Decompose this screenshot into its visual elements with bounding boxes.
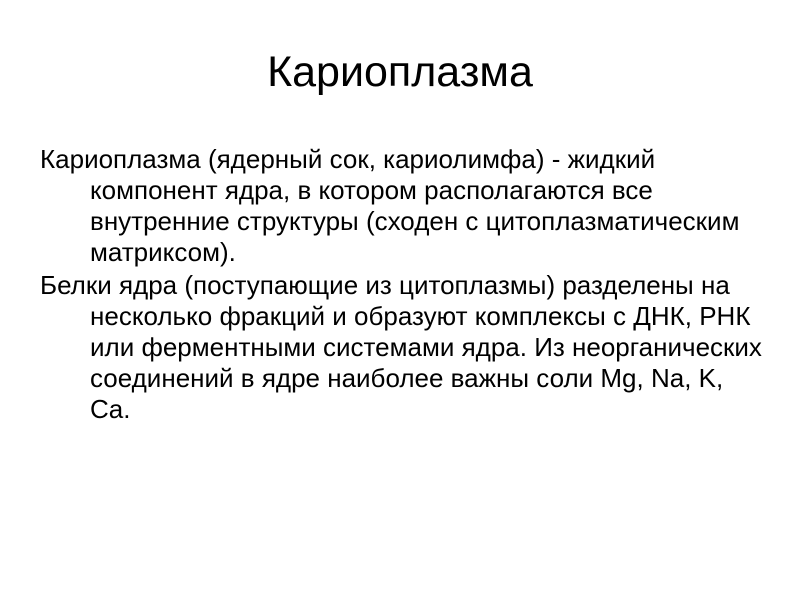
slide-body	[40, 144, 770, 427]
paragraph-karyoplasm-definition: Кариоплазма (ядерный сок, кариолимфа) - жидкий компонент ядра, в котором располагаются все внутренние структуры (сходен с цитоплазматическим матриксом).	[40, 144, 740, 267]
slide-title: Кариоплазма	[267, 48, 533, 96]
paragraph-nuclear-proteins: Белки ядра (поступающие из цитоплазмы) разделены на несколько фракций и образуют комплексы с ДНК, РНК или ферментными системами ядра. Из неорганических соединений в ядре наиболее важны соли Mg, Na, K, Ca.	[40, 270, 762, 424]
